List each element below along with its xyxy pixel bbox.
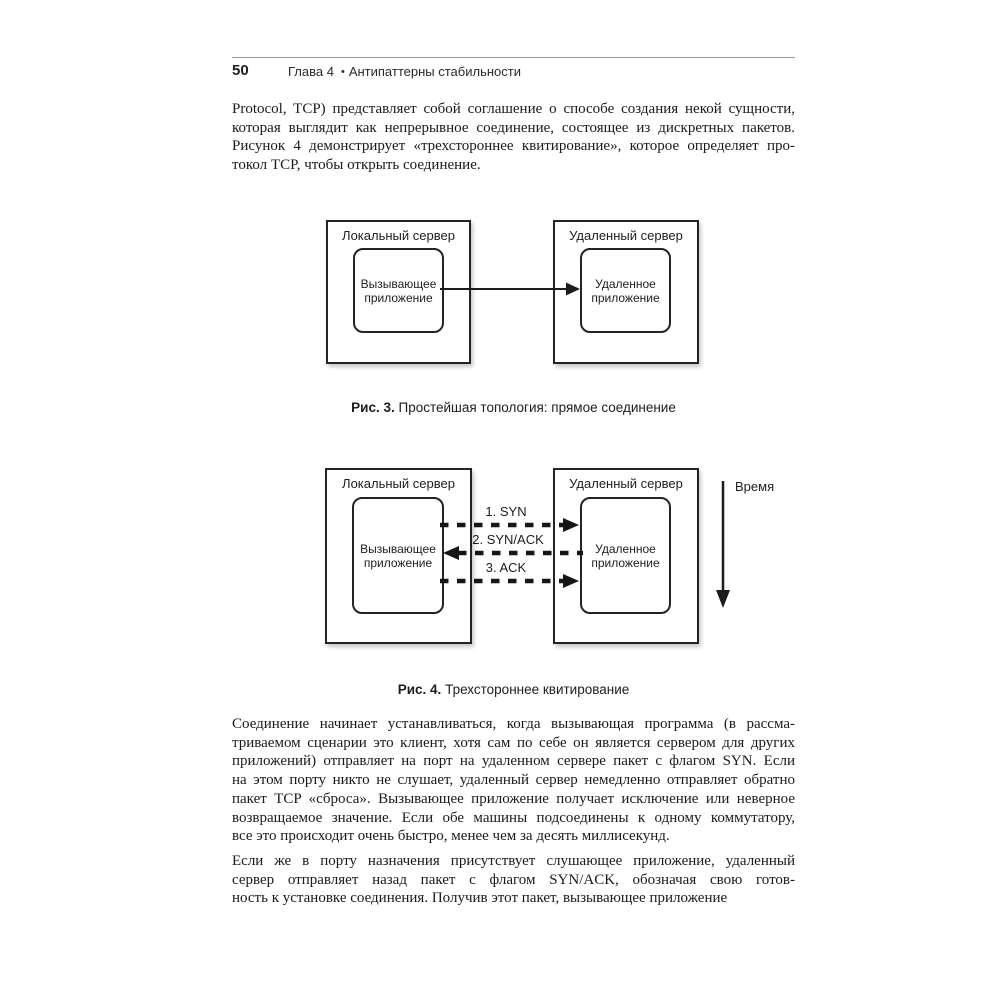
text-line: токол TCP, чтобы открыть соединение.	[232, 157, 481, 174]
fig4-local-server-label: Локальный сервер	[342, 476, 455, 491]
fig4-handshake-arrows	[430, 515, 600, 591]
fig4-step-2-synack-label: 2. SYN/ACK	[472, 532, 544, 547]
fig4-remote-app-label: Удаленное приложение	[591, 541, 660, 570]
text-line: все это происходит очень быстро, менее чем за десять миллисекунд.	[232, 828, 670, 845]
paragraph-3	[232, 852, 795, 908]
page-number: 50	[232, 62, 249, 79]
text-line: пакет TCP «сброса». Вызывающее приложение получает исключение или неверное	[232, 790, 795, 807]
figure-3-caption-text: Простейшая топология: прямое соединение	[398, 400, 676, 415]
text-line: приложений) отправляет на порт на удаленном сервере пакет с флагом SYN. Если	[232, 753, 795, 770]
fig4-time-arrow	[713, 479, 735, 611]
fig4-calling-app-label: Вызывающее приложение	[360, 541, 436, 570]
text-line: на этом порту никто не слушает, удаленный сервер немедленно отправляет обратно	[232, 772, 795, 789]
chapter-title: Антипаттерны стабильности	[348, 64, 521, 79]
text-line: сервер отправляет назад пакет с флагом SYN/ACK, обозначая свою готов-	[232, 871, 795, 888]
paragraph-2	[232, 715, 795, 846]
header-rule	[232, 57, 795, 58]
figure-4-caption-text: Трехстороннее квитирование	[445, 682, 630, 697]
fig4-time-label: Время	[735, 479, 775, 494]
figure-3-caption-label: Рис. 3.	[351, 400, 395, 415]
chapter-label: Глава 4	[288, 64, 334, 79]
text-line: Protocol, TCP) представляет собой соглашение о способе создания некой сущности,	[232, 101, 795, 117]
running-head	[288, 64, 521, 79]
fig4-step-3-ack-label: 3. ACK	[485, 560, 527, 575]
fig3-remote-server-label: Удаленный сервер	[569, 228, 683, 243]
text-line: которая выглядит как непрерывное соединение, состоящее из дискретных пакетов.	[232, 119, 795, 136]
fig3-remote-app-label: Удаленное приложение	[591, 276, 660, 305]
fig3-remote-app-box	[580, 248, 671, 333]
figure-3-caption	[232, 400, 795, 415]
text-line: Соединение начинает устанавливаться, когда вызывающая программа (в рассма-	[232, 716, 795, 732]
fig3-local-server-label: Локальный сервер	[342, 228, 455, 243]
fig3-calling-app-box	[353, 248, 444, 333]
text-line: возвращаемое значение. Если обе машины подсоединены к одному коммутатору,	[232, 809, 795, 826]
bullet-separator: •	[340, 66, 345, 78]
fig3-calling-app-label: Вызывающее приложение	[360, 276, 437, 305]
figure-4-caption	[232, 682, 795, 697]
text-line: Рисунок 4 демонстрирует «трехстороннее квитирование», которое определяет про-	[232, 138, 795, 155]
text-line: триваемом сценарии это клиент, хотя сам по себе он является сервером для других	[232, 734, 795, 751]
figure-4-caption-label: Рис. 4.	[397, 682, 442, 697]
text-line: ность к установке соединения. Получив этот пакет, вызывающее приложение	[232, 890, 728, 907]
fig4-remote-server-label: Удаленный сервер	[569, 476, 683, 491]
paragraph-1	[232, 100, 795, 175]
fig3-connection-arrow	[440, 281, 582, 297]
fig4-step-1-syn-label: 1. SYN	[485, 504, 527, 519]
text-line: Если же в порту назначения присутствует слушающее приложение, удаленный	[232, 853, 795, 869]
